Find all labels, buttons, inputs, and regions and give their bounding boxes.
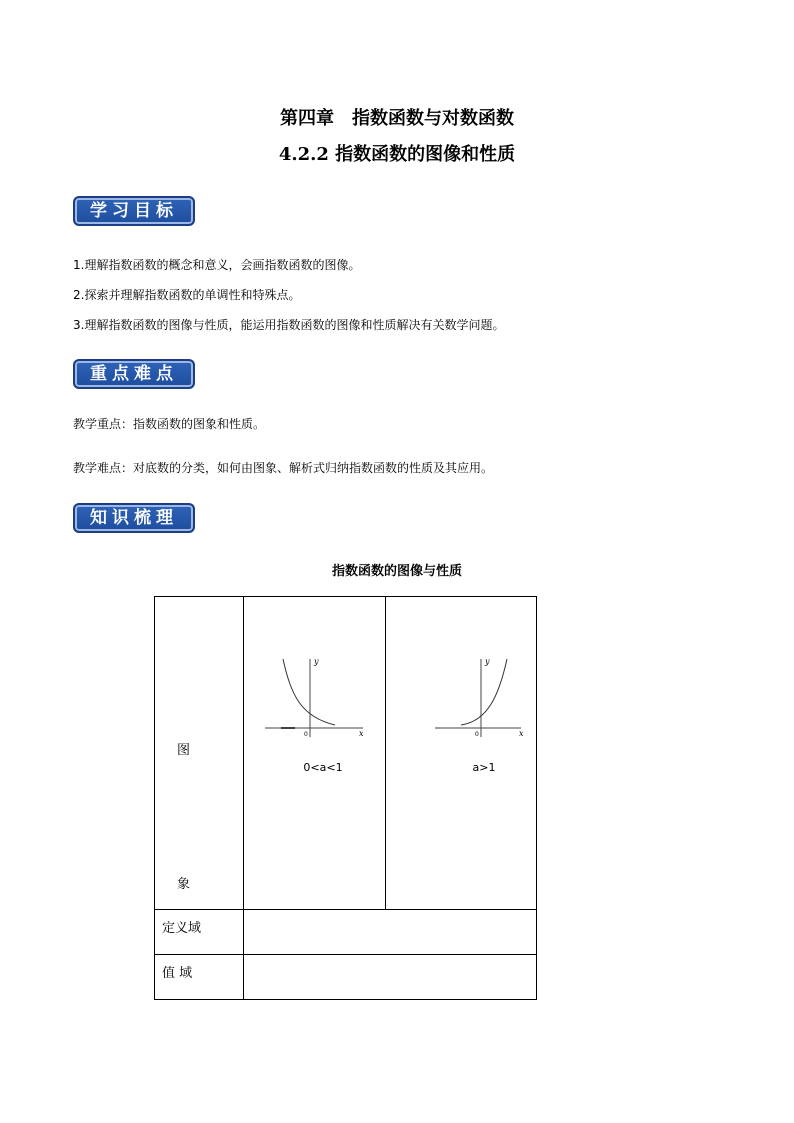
axis-y-label: y — [314, 657, 319, 666]
table-divider — [155, 909, 537, 910]
chapter-title: 第四章 指数函数与对数函数 — [280, 108, 514, 129]
teaching-difficulty: 教学难点：对底数的分类，如何由图象、解析式归纳指数函数的性质及其应用。 — [73, 461, 494, 475]
section-badge-goals: 学习目标 — [73, 196, 195, 226]
axis-x-label: x — [519, 729, 524, 738]
goal-item-3: 3.理解指数函数的图像与性质，能运用指数函数的图像和性质解决有关数学问题。 — [73, 318, 505, 332]
section-badge-knowledge: 知识梳理 — [73, 503, 195, 533]
teaching-focus: 教学重点：指数函数的图象和性质。 — [73, 417, 266, 431]
table-divider — [155, 954, 537, 955]
graph-left-caption: 0<a<1 — [303, 761, 343, 774]
table-title: 指数函数的图像与性质 — [331, 564, 462, 579]
curve-decay — [283, 659, 335, 725]
row-label-image-1: 图 — [177, 743, 191, 758]
properties-table — [154, 596, 537, 1000]
row-label-image-2: 象 — [177, 877, 191, 892]
axis-x-label: x — [359, 729, 364, 738]
row-label-domain: 定义域 — [162, 921, 202, 936]
goal-item-2: 2.探索并理解指数函数的单调性和特殊点。 — [73, 288, 301, 302]
section-badge-keys: 重点难点 — [73, 359, 195, 389]
graph-decreasing — [263, 655, 373, 740]
curve-growth — [461, 659, 507, 725]
origin-label: 0 — [304, 731, 308, 738]
goal-item-1: 1.理解指数函数的概念和意义，会画指数函数的图像。 — [73, 258, 361, 272]
row-label-range: 值 域 — [162, 966, 193, 981]
lesson-title: 4.2.2 指数函数的图像和性质 — [278, 144, 516, 165]
origin-label: 0 — [475, 731, 479, 738]
graph-right-caption: a>1 — [472, 761, 496, 774]
graph-increasing — [433, 655, 533, 740]
axis-y-label: y — [485, 657, 490, 666]
table-divider — [243, 597, 244, 1000]
table-divider — [385, 597, 386, 909]
